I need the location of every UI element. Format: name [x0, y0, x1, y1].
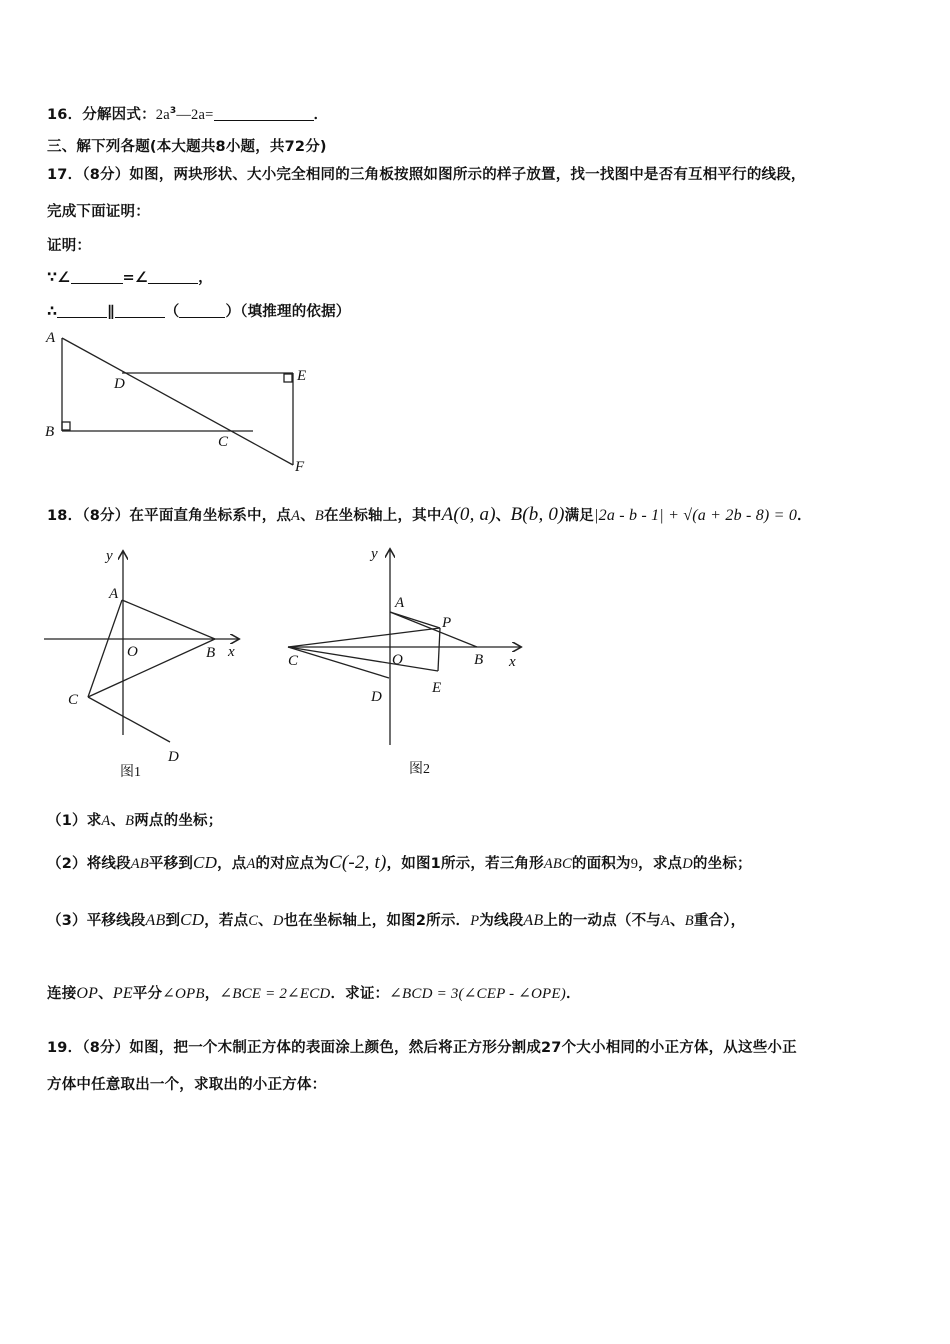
q18-part1-lead: （1）求 — [47, 813, 102, 829]
q18-part2-A: A — [246, 856, 256, 872]
q18-coord-A: A(0, a) — [441, 504, 496, 525]
q18-condition: |2a - b - 1| + √(a + 2b - 8) = 0 — [594, 507, 798, 524]
q19-number: 19． — [47, 1040, 83, 1056]
q18-part3-CD: CD — [180, 910, 205, 929]
q18-figure-2-caption: 图2 — [409, 762, 430, 777]
q18-number: 18． — [47, 508, 83, 524]
q17-line2: 完成下面证明： — [47, 204, 150, 220]
fig1-label-y: y — [106, 548, 113, 564]
q17-because: ∵∠ — [47, 270, 71, 286]
q18-part2-t1: 平移到 — [148, 856, 194, 872]
q18-text-c: 满足 — [564, 508, 595, 524]
q19-line1 — [47, 1036, 797, 1057]
q17-parallel: ∥ — [107, 304, 115, 320]
q18-point-A: A — [291, 508, 301, 524]
q18-part3-D: D — [272, 913, 284, 929]
q18-figure-1 — [42, 540, 262, 770]
q18-part3-line2 — [47, 982, 581, 1003]
q18-part3-end: ． — [565, 986, 581, 1002]
q17-paren-open: （ — [164, 304, 180, 320]
q18-text-a: 在平面直角坐标系中，点 — [129, 508, 292, 524]
q19-text-line1: 如图，把一个木制正方体的表面涂上颜色，然后将正方形分割成27个大小相同的小正方体，从这些小正 — [129, 1040, 797, 1056]
q18-part2-CD: CD — [193, 853, 218, 872]
q18-part1-B: B — [125, 813, 135, 829]
q16-line — [47, 103, 328, 124]
q18-part3-sep: 、 — [258, 913, 273, 929]
fig2-label-D: D — [371, 689, 382, 705]
fig1-label-B: B — [206, 645, 216, 661]
q18-part3-C: C — [248, 913, 259, 929]
q18-part3-AB2: AB — [523, 912, 544, 929]
q18-part3-angRel: ∠BCE = 2∠ECD — [219, 986, 331, 1002]
q17-line1 — [47, 163, 806, 184]
q18-part2-t3: 的对应点为 — [255, 856, 330, 872]
q18-part3-AB: AB — [145, 912, 166, 929]
q17-eq-angle: =∠ — [122, 270, 149, 286]
q17-reason-blank[interactable] — [179, 317, 225, 318]
q18-part1-A: A — [101, 813, 111, 829]
q18-sep2: 、 — [495, 508, 511, 524]
q18-part2-t5: 的面积为 — [571, 856, 631, 872]
q18-part2-t2: ，点 — [217, 856, 247, 872]
q18-text-b: 在坐标轴上，其中 — [323, 508, 442, 524]
fig2-label-x: x — [509, 654, 516, 670]
q17-text-line1: 如图，两块形状、大小完全相同的三角板按照如图所示的样子放置，找一找图中是否有互相平行的线段， — [129, 167, 806, 183]
fig2-label-C: C — [288, 653, 299, 669]
fig1-label-O: O — [127, 644, 138, 660]
q18-part3-angOPB: ∠OPB — [162, 986, 205, 1002]
q18-coord-B: B(b, 0) — [510, 504, 565, 525]
q18-part3-sep3: 、 — [98, 986, 113, 1002]
fig2-label-O: O — [392, 652, 403, 668]
q17-paren-close: ） — [225, 304, 241, 320]
q17-label-B: B — [45, 424, 55, 440]
q18-end: ． — [797, 508, 812, 524]
q18-part2-C-coord: C(-2, t) — [329, 852, 387, 873]
fig2-label-y: y — [371, 546, 378, 562]
q18-part2 — [47, 852, 752, 874]
q18-part3-t4: 为线段 — [479, 913, 524, 929]
q16-number: 16． — [47, 107, 83, 123]
q18-part2-nine: 9 — [630, 856, 639, 872]
q17-angle-blank-2[interactable] — [148, 283, 198, 284]
q18-part3-t2: ，若点 — [204, 913, 249, 929]
q16-answer-blank[interactable] — [214, 120, 314, 121]
q18-part3-t1: 到 — [165, 913, 181, 929]
fig1-label-A: A — [109, 586, 119, 602]
fig1-label-x: x — [228, 644, 235, 660]
q18-part3-OP: OP — [76, 985, 99, 1002]
q18-part3-lead: （3）平移线段 — [47, 913, 146, 929]
q17-angle-blank-1[interactable] — [71, 283, 123, 284]
q18-part3-P: P — [470, 913, 480, 929]
q17-line-blank-2[interactable] — [115, 317, 165, 318]
q18-point-B: B — [314, 508, 324, 524]
q17-therefore-line — [47, 300, 351, 321]
q18-score: （8分） — [82, 508, 130, 524]
q18-part3-t8: ．求证： — [330, 986, 390, 1002]
fig2-label-A: A — [395, 595, 405, 611]
q18-part3-prove: ∠BCD = 3(∠CEP - ∠OPE) — [389, 986, 566, 1002]
fig2-label-P: P — [442, 615, 452, 631]
q18-part2-t7: 的坐标； — [692, 856, 752, 872]
q17-number: 17． — [47, 167, 83, 183]
q19-score: （8分） — [82, 1040, 130, 1056]
fig1-label-D: D — [168, 749, 179, 765]
q18-part3-t7: 平分 — [132, 986, 163, 1002]
q18-part2-D: D — [682, 856, 693, 872]
q18-part2-lead: （2）将线段 — [47, 856, 131, 872]
q16-expr-sup: 3 — [169, 106, 177, 116]
q16-end: ． — [313, 107, 329, 123]
q17-label-A: A — [46, 330, 56, 346]
q18-part2-ABC: ABC — [543, 856, 572, 872]
q18-part3-line1 — [47, 909, 745, 930]
q18-part3-comma: ， — [204, 986, 220, 1002]
q17-because-line — [47, 266, 213, 287]
q18-part3-t5: 上的一动点（不与 — [543, 913, 661, 929]
q18-part3-t3: 也在坐标轴上，如图2所示． — [283, 913, 471, 929]
q18-part3-PE: PE — [112, 985, 133, 1002]
q18-part1-sep: 、 — [110, 813, 126, 829]
section3-title: 三、解下列各题(本大题共8小题，共72分) — [47, 139, 327, 155]
q18-part3-A: A — [660, 913, 671, 929]
q17-comma: ， — [198, 270, 213, 286]
q17-therefore: ∴ — [47, 304, 58, 320]
q17-figure — [40, 328, 340, 478]
q18-part3-sep2: 、 — [670, 913, 685, 929]
q18-part2-t6: ，求点 — [638, 856, 683, 872]
q18-part2-AB: AB — [130, 856, 149, 872]
q18-sep1: 、 — [300, 508, 315, 524]
q17-score: （8分） — [82, 167, 130, 183]
q17-proof-label: 证明： — [47, 238, 92, 254]
q18-part3-l2-lead: 连接 — [47, 986, 77, 1002]
q17-label-C: C — [218, 434, 229, 450]
q18-part1-tail: 两点的坐标； — [134, 813, 223, 829]
fig2-label-E: E — [432, 680, 442, 696]
fig2-label-B: B — [474, 652, 484, 668]
q17-label-F: F — [295, 459, 305, 475]
q17-line-blank-1[interactable] — [57, 317, 107, 318]
q16-expr-b: —2a= — [176, 107, 214, 123]
q18-part1 — [47, 809, 222, 830]
q16-expr-a: 2a — [155, 107, 170, 123]
q18-part3-t6: 重合）， — [693, 913, 746, 929]
q18-line1 — [47, 504, 812, 526]
q17-note: （填推理的依据） — [240, 304, 351, 320]
q17-label-E: E — [297, 368, 307, 384]
q17-label-D: D — [114, 376, 125, 392]
q16-label: 分解因式： — [82, 107, 156, 123]
q18-part3-B: B — [684, 913, 694, 929]
q18-figure-2 — [283, 540, 533, 760]
fig1-label-C: C — [68, 692, 79, 708]
q18-part2-t4: ，如图1所示，若三角形 — [386, 856, 544, 872]
q18-figure-1-caption: 图1 — [120, 765, 141, 780]
q19-line2: 方体中任意取出一个，求取出的小正方体： — [47, 1077, 327, 1093]
